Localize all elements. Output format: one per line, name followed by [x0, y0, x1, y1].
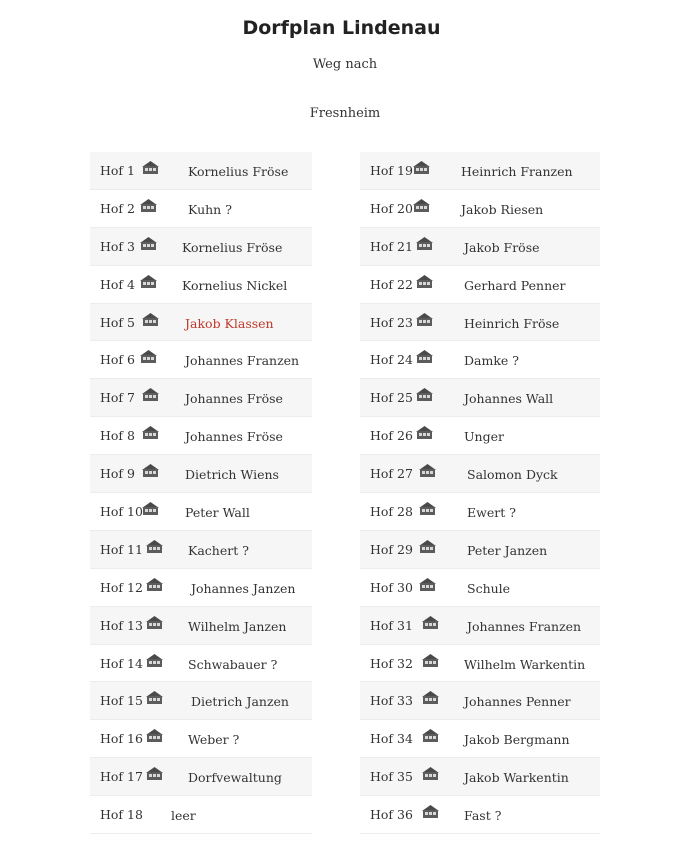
owner-name: Jakob Riesen [461, 201, 544, 217]
farm-number: Hof 10 [100, 504, 143, 520]
house-icon [142, 313, 159, 326]
farm-row [90, 531, 312, 569]
owner-name: Gerhard Penner [464, 277, 566, 293]
house-icon [146, 578, 163, 591]
farm-number: Hof 33 [370, 693, 413, 709]
farm-row [360, 531, 600, 569]
owner-name: Peter Wall [185, 505, 250, 521]
owner-name: Salomon Dyck [467, 467, 558, 483]
house-icon [419, 578, 436, 591]
owner-name: Dorfvewaltung [188, 770, 282, 786]
farm-row [90, 796, 312, 834]
owner-name: Peter Janzen [467, 542, 548, 558]
farm-number: Hof 26 [370, 428, 413, 444]
house-icon [142, 464, 159, 477]
farm-number: Hof 8 [100, 428, 135, 444]
farm-number: Hof 4 [100, 276, 135, 292]
house-icon [146, 691, 163, 704]
farm-number: Hof 27 [370, 466, 413, 482]
house-icon [146, 654, 163, 667]
farm-number: Hof 23 [370, 314, 413, 330]
farm-number: Hof 15 [100, 693, 143, 709]
owner-name: Damke ? [464, 353, 519, 369]
owner-name: Johannes Franzen [467, 618, 582, 634]
owner-name: leer [171, 808, 196, 824]
owner-name: Unger [464, 429, 504, 445]
farm-row [90, 190, 312, 228]
farm-row [360, 341, 600, 379]
house-icon [142, 388, 159, 401]
farm-number: Hof 7 [100, 390, 135, 406]
house-icon [422, 805, 439, 818]
farm-row [90, 682, 312, 720]
farm-number: Hof 30 [370, 579, 413, 595]
owner-name: Fast ? [464, 808, 502, 824]
farm-number: Hof 20 [370, 200, 413, 216]
owner-name: Kornelius Nickel [182, 277, 288, 293]
farm-row [90, 341, 312, 379]
house-icon [413, 199, 430, 212]
owner-name: Kachert ? [188, 542, 249, 558]
farm-row [360, 569, 600, 607]
owner-name: Weber ? [188, 732, 240, 748]
house-icon [140, 199, 157, 212]
owner-name: Johannes Fröse [185, 391, 283, 407]
farm-row [360, 379, 600, 417]
house-icon [416, 275, 433, 288]
farm-row [360, 682, 600, 720]
farm-number: Hof 6 [100, 352, 135, 368]
house-icon [146, 767, 163, 780]
owner-name: Kornelius Fröse [182, 239, 283, 255]
farm-row [90, 758, 312, 796]
owner-name: Heinrich Franzen [461, 164, 573, 179]
page-title: Dorfplan Lindenau [242, 17, 441, 39]
owner-name: Wilhelm Warkentin [464, 656, 586, 672]
left-farm-list [90, 152, 312, 834]
owner-name: Johannes Janzen [191, 580, 296, 596]
owner-name: Jakob Warkentin [464, 770, 569, 786]
owner-name: Johannes Wall [464, 391, 554, 407]
farm-number: Hof 5 [100, 314, 135, 330]
owner-name: Johannes Franzen [185, 353, 300, 369]
farm-number: Hof 17 [100, 769, 143, 785]
house-icon [146, 540, 163, 553]
farm-number: Hof 25 [370, 390, 413, 406]
subtitle-destination: Fresnheim [309, 106, 381, 121]
house-icon [416, 350, 433, 363]
right-farm-list [360, 152, 600, 834]
owner-name: Ewert ? [467, 505, 516, 521]
house-icon [142, 161, 159, 174]
farm-row [90, 152, 312, 190]
owner-name: Dietrich Wiens [185, 467, 279, 483]
farm-number: Hof 36 [370, 807, 413, 823]
house-icon [416, 313, 433, 326]
house-icon [413, 161, 430, 174]
farm-number: Hof 28 [370, 504, 413, 520]
farm-number: Hof 29 [370, 541, 413, 557]
farm-row [360, 152, 600, 190]
farm-number: Hof 3 [100, 238, 135, 254]
farm-row [90, 720, 312, 758]
owner-name: Johannes Penner [464, 694, 571, 710]
house-icon [422, 767, 439, 780]
farm-row [360, 304, 600, 342]
farm-row [360, 645, 600, 683]
owner-name[interactable]: Jakob Klassen [185, 315, 274, 331]
farm-row [90, 607, 312, 645]
owner-name: Kuhn ? [188, 201, 232, 217]
farm-row [360, 455, 600, 493]
house-icon [422, 654, 439, 667]
house-icon [422, 691, 439, 704]
farm-number: Hof 32 [370, 655, 413, 671]
farm-number: Hof 9 [100, 466, 135, 482]
house-icon [142, 502, 159, 515]
farm-number: Hof 22 [370, 276, 413, 292]
house-icon [422, 729, 439, 742]
farm-row [90, 493, 312, 531]
farm-number: Hof 24 [370, 352, 413, 368]
farm-row [360, 266, 600, 304]
farm-row [360, 720, 600, 758]
owner-name: Schule [467, 580, 511, 596]
farm-number: Hof 35 [370, 769, 413, 785]
farm-number: Hof 21 [370, 238, 413, 254]
farm-row [90, 417, 312, 455]
owner-name: Jakob Fröse [464, 239, 540, 255]
house-icon [419, 540, 436, 553]
farm-number: Hof 14 [100, 655, 143, 671]
house-icon [140, 275, 157, 288]
farm-row [360, 417, 600, 455]
house-icon [419, 502, 436, 515]
farm-row [90, 266, 312, 304]
farm-row [360, 607, 600, 645]
farm-row [90, 304, 312, 342]
farm-number: Hof 1 [100, 163, 135, 178]
house-icon [146, 729, 163, 742]
house-icon [142, 426, 159, 439]
house-icon [422, 616, 439, 629]
owner-name: Jakob Bergmann [464, 732, 570, 748]
farm-row [360, 228, 600, 266]
farm-number: Hof 16 [100, 731, 143, 747]
house-icon [419, 464, 436, 477]
farm-number: Hof 18 [100, 807, 143, 823]
farm-row [90, 228, 312, 266]
farm-row [90, 379, 312, 417]
farm-row [360, 796, 600, 834]
house-icon [416, 237, 433, 250]
farm-row [90, 455, 312, 493]
farm-number: Hof 12 [100, 579, 143, 595]
farm-number: Hof 2 [100, 200, 135, 216]
farm-number: Hof 19 [370, 163, 413, 178]
owner-name: Wilhelm Janzen [188, 618, 287, 634]
owner-name: Schwabauer ? [188, 656, 278, 672]
farm-row [90, 569, 312, 607]
subtitle-direction: Weg nach [312, 57, 378, 72]
owner-name: Kornelius Fröse [188, 164, 289, 179]
house-icon [416, 388, 433, 401]
owner-name: Johannes Fröse [185, 429, 283, 445]
farm-row [360, 190, 600, 228]
farm-row [90, 645, 312, 683]
farm-number: Hof 11 [100, 541, 143, 557]
house-icon [416, 426, 433, 439]
house-icon [146, 616, 163, 629]
owner-name: Heinrich Fröse [464, 315, 560, 331]
farm-number: Hof 31 [370, 617, 413, 633]
farm-number: Hof 13 [100, 617, 143, 633]
house-icon [140, 350, 157, 363]
farm-row [360, 758, 600, 796]
house-icon [140, 237, 157, 250]
farm-row [360, 493, 600, 531]
owner-name: Dietrich Janzen [191, 694, 289, 710]
farm-number: Hof 34 [370, 731, 413, 747]
